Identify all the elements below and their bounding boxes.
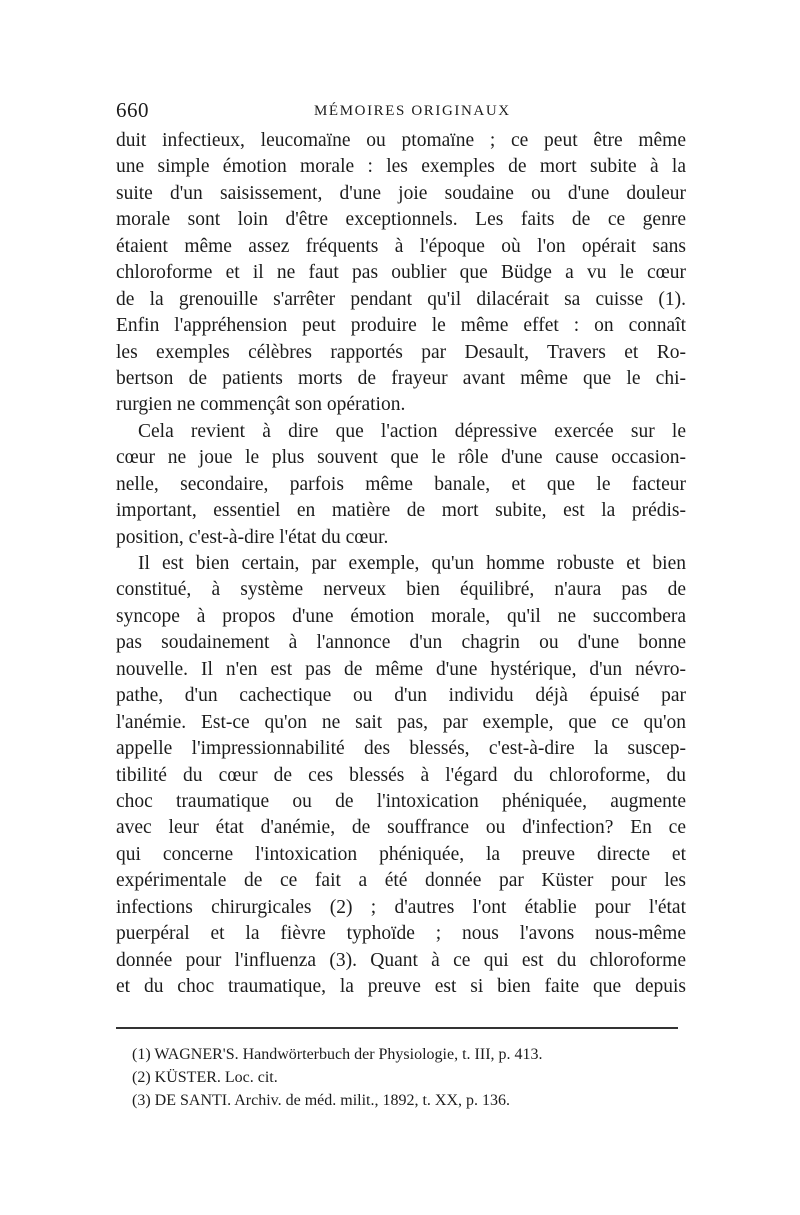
body-text	[116, 128, 686, 1000]
text-line: de la grenouille s'arrêter pendant qu'il dilacérait sa cuisse (1).	[116, 288, 686, 310]
text-line: avec leur état d'anémie, de souffrance ou d'infection? En ce	[116, 817, 686, 839]
text-line: important, essentiel en matière de mort subite, est la prédis-	[116, 500, 686, 522]
footnote: (2) KÜSTER. Loc. cit.	[132, 1069, 278, 1086]
text-line: expérimentale de ce fait a été donnée par Küster pour les	[116, 870, 686, 892]
text-line: nelle, secondaire, parfois même banale, et que le facteur	[116, 473, 686, 495]
text-line: qui concerne l'intoxication phéniquée, la preuve directe et	[116, 843, 686, 865]
text-line: pathe, d'un cachectique ou d'un individu déjà épuisé par	[116, 685, 686, 707]
text-line: et du choc traumatique, la preuve est si bien faite que depuis	[116, 976, 686, 997]
running-head: MÉMOIRES ORIGINAUX	[314, 103, 511, 119]
text-line: tibilité du cœur de ces blessés à l'égard du chloroforme, du	[116, 764, 686, 786]
text-line: Il est bien certain, par exemple, qu'un homme robuste et bien	[138, 553, 686, 574]
text-line: constitué, à système nerveux bien équilibré, n'aura pas de	[116, 579, 686, 601]
text-line: infections chirurgicales (2) ; d'autres l'ont établie pour l'état	[116, 896, 686, 918]
text-line: étaient même assez fréquents à l'époque où l'on opérait sans	[116, 235, 686, 257]
text-line: choc traumatique ou de l'intoxication phéniquée, augmente	[116, 790, 686, 812]
footnote: (3) DE SANTI. Archiv. de méd. milit., 1892, t. XX, p. 136.	[132, 1092, 511, 1109]
footnote-divider	[116, 1027, 678, 1029]
text-line: suite d'un saisissement, d'une joie soudaine ou d'une douleur	[116, 182, 686, 204]
text-line: position, c'est-à-dire l'état du cœur.	[116, 526, 389, 548]
text-line: pas soudainement à l'annonce d'un chagrin ou d'une bonne	[116, 632, 686, 654]
text-line: appelle l'impressionnabilité des blessés, c'est-à-dire la suscep-	[116, 738, 686, 760]
text-line: duit infectieux, leucomaïne ou ptomaïne ; ce peut être même	[116, 130, 686, 151]
page-number: 660	[116, 98, 149, 122]
text-line: une simple émotion morale : les exemples de mort subite à la	[116, 156, 686, 178]
text-line: morale sont loin d'être exceptionnels. Les faits de ce genre	[116, 209, 686, 231]
text-line: rurgien ne commençât son opération.	[116, 394, 406, 416]
footnotes	[132, 1043, 672, 1112]
text-line: Enfin l'appréhension peut produire le même effet : on connaît	[116, 315, 686, 337]
text-line: Cela revient à dire que l'action dépressive exercée sur le	[138, 420, 686, 442]
page-header	[116, 98, 686, 124]
text-line: cœur ne joue le plus souvent que le rôle d'une cause occasion-	[116, 447, 686, 469]
text-line: puerpéral et la fièvre typhoïde ; nous l'avons nous-même	[116, 923, 686, 945]
footnote: (1) WAGNER'S. Handwörterbuch der Physiologie, t. III, p. 413.	[132, 1046, 543, 1063]
text-line: l'anémie. Est-ce qu'on ne sait pas, par exemple, que ce qu'on	[116, 711, 686, 733]
text-line: nouvelle. Il n'en est pas de même d'une hystérique, d'un névro-	[116, 658, 686, 680]
text-line: chloroforme et il ne faut pas oublier que Büdge a vu le cœur	[116, 262, 686, 284]
text-line: bertson de patients morts de frayeur avant même que le chi-	[116, 367, 686, 389]
text-line: donnée pour l'influenza (3). Quant à ce qui est du chloroforme	[116, 949, 686, 971]
text-line: les exemples célèbres rapportés par Desault, Travers et Ro-	[116, 341, 686, 363]
text-line: syncope à propos d'une émotion morale, qu'il ne succombera	[116, 605, 686, 627]
